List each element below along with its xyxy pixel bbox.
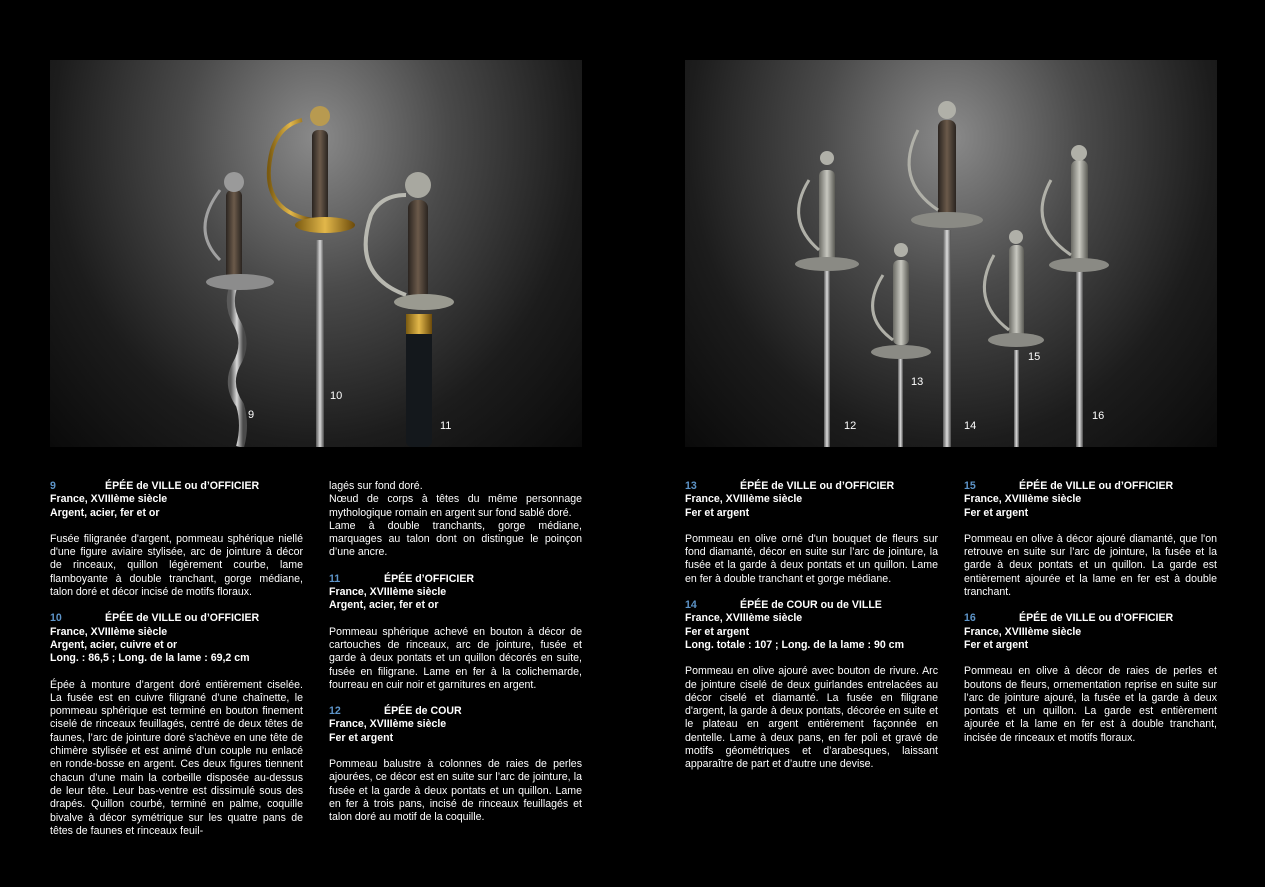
entry-15-description: Pommeau en olive à décor ajouré diamanté, que l'on retrouve en suite sur l’arc de jointure, la fusée et la garde à deux pontats et un quillon. La garde est entièrement ajourée et la lame en fer est à double tranchant.: [964, 532, 1217, 599]
entry-10-materials: Argent, acier, cuivre et or: [50, 638, 178, 651]
entry-10-description-part2: lagés sur fond doré.: [329, 480, 423, 492]
entry-11-materials: Argent, acier, fer et or: [329, 599, 439, 612]
entry-15-heading: [964, 480, 1217, 493]
entry-14-number: 14: [685, 599, 697, 612]
entry-11-origin: France, XVIIIème siècle: [329, 586, 447, 599]
entry-16-title: ÉPÉE de VILLE ou d’OFFICIER: [1019, 612, 1174, 625]
swords-illustration-left: [50, 60, 582, 447]
sword-13-graphic: [871, 243, 931, 447]
entry-14-title: ÉPÉE de COUR ou de VILLE: [740, 599, 882, 612]
entry-12-materials: Fer et argent: [329, 731, 394, 744]
photo-label-9: 9: [248, 409, 255, 421]
entry-15-materials: Fer et argent: [964, 506, 1029, 519]
entry-13-number: 13: [685, 480, 697, 492]
entry-10-title: ÉPÉE de VILLE ou d’OFFICIER: [105, 612, 260, 625]
entry-16-heading: [964, 612, 1217, 625]
entry-9-heading: [50, 480, 303, 493]
entry-10-heading: [50, 612, 303, 625]
entry-12-description: Pommeau balustre à colonnes de raies de perles ajourées, ce décor est en suite sur l’arc de jointure, la fusée et la garde à deux pontats et un quillon. Lame en fer à trois pans, incisé de rinceaux feuillagés et talon doré au motif de la coquille.: [329, 758, 582, 824]
entry-16-number: 16: [964, 612, 976, 625]
entry-11-heading: [329, 573, 582, 586]
sword-12-graphic: [795, 151, 859, 447]
entry-9-description: Fusée filigranée d'argent, pommeau sphérique niellé d'une figure aviaire stylisée, arc de jointure à décor de rinceaux, quillon légèrement courbe, lame flamboyante à double tranchant, gorge médiane, talon doré et décor incisé de motifs floraux.: [50, 532, 303, 599]
entry-9-origin: France, XVIIIème siècle: [50, 493, 168, 506]
text-column-3: [685, 480, 938, 772]
entry-15-origin: France, XVIIIème siècle: [964, 493, 1082, 506]
entry-12-number: 12: [329, 705, 341, 718]
entry-10-description-part3: Nœud de corps à têtes du même personnage mythologique romain en argent sur fond sablé doré.: [329, 493, 582, 519]
entry-14-materials: Fer et argent: [685, 625, 750, 638]
entry-11-title: ÉPÉE d’OFFICIER: [384, 572, 475, 585]
photo-label-16: 16: [1092, 410, 1105, 422]
text-column-1: [50, 480, 303, 838]
photo-label-15: 15: [1028, 351, 1041, 363]
text-column-4: [964, 480, 1217, 745]
sword-14-graphic: [909, 101, 983, 447]
photo-label-14: 14: [964, 420, 977, 432]
entry-12-title: ÉPÉE de COUR: [384, 705, 462, 718]
entry-10-origin: France, XVIIIème siècle: [50, 625, 168, 638]
entry-15-title: ÉPÉE de VILLE ou d’OFFICIER: [1019, 480, 1174, 492]
entry-11-description: Pommeau sphérique achevé en bouton à décor de cartouches de rinceaux, arc de jointure, fusée et garde à deux pontats et un quillon décorés en suite, fusée en filigrane. Lame en fer à la colichemarde, fourreau en cuir noir et garnitures en argent.: [329, 625, 582, 691]
entry-13-origin: France, XVIIIème siècle: [685, 493, 803, 506]
photo-swords-9-11: [50, 60, 582, 447]
photo-label-10: 10: [330, 390, 343, 402]
entry-13-title: ÉPÉE de VILLE ou d’OFFICIER: [740, 480, 895, 492]
sword-9-graphic: [205, 172, 274, 447]
entry-16-description: Pommeau en olive à décor de raies de perles et boutons de fleurs, ornementation reprise en suite sur l’arc de jointure ajouré, la fusée et la garde à deux pontats et un quillon. La garde est entièrement ajourée et la lame en fer est à double tranchant, incisée de rinceaux et motifs floraux.: [964, 665, 1217, 744]
entry-10-description-part1: Épée à monture d’argent doré entièrement ciselée. La fusée est en cuivre filigrané d’une chaînette, le pommeau sphérique est terminé en bouton finement ciselé de rinceaux feuillagés, centré de deux têtes de faunes, l’arc de jointure doré s’achève en une tête de chimère stylisée et est animé d’un couple nu enlacé en ronde-bosse en argent. Ces deux figures tiennent chacun d’une main la corbeille disposée au-dessus de leur tête. Leur bas-ventre est dissimulé sous des drapés. Quillon courbé, terminé en palme, coquille bivalve à décor symétrique sur les quatre pans de têtes de faunes et rinceaux feuil-: [50, 678, 303, 837]
photo-label-13: 13: [911, 376, 924, 388]
photo-label-12: 12: [844, 420, 857, 432]
entry-14-origin: France, XVIIIème siècle: [685, 612, 803, 625]
sword-11-graphic: [366, 172, 454, 447]
entry-12-origin: France, XVIIIème siècle: [329, 718, 447, 731]
entry-16-origin: France, XVIIIème siècle: [964, 625, 1082, 638]
entry-13-materials: Fer et argent: [685, 506, 750, 519]
entry-14-dimensions: Long. totale : 107 ; Long. de la lame : 90 cm: [685, 638, 904, 651]
sword-16-graphic: [1042, 145, 1109, 447]
sword-15-graphic: [984, 230, 1044, 447]
entry-10-dimensions: Long. : 86,5 ; Long. de la lame : 69,2 cm: [50, 652, 250, 665]
entry-9-title: ÉPÉE de VILLE ou d’OFFICIER: [105, 480, 260, 492]
entry-14-description: Pommeau en olive ajouré avec bouton de rivure. Arc de jointure ciselé de deux guirlandes entrelacées au décor ciselé et diamanté. La fusée en filigrane d'argent, la garde à deux pontats, décorée en suite et le plateau en argent entièrement façonnée en dentelle. Lame à deux pans, en fer poli et gravé de motifs géométriques et d’arabesques, laissant apparaître de part et d’autre une devise.: [685, 665, 938, 771]
entry-13-heading: [685, 480, 938, 493]
entry-16-materials: Fer et argent: [964, 638, 1029, 651]
text-column-2: [329, 480, 582, 825]
entry-10-description-part4: Lame à double tranchants, gorge médiane, marquages au talon dont on distingue le poinçon d’une ancre.: [329, 519, 582, 559]
entry-9-materials: Argent, acier, fer et or: [50, 506, 160, 519]
swords-illustration-right: [685, 60, 1217, 447]
entry-10-number: 10: [50, 612, 62, 625]
photo-swords-12-16: [685, 60, 1217, 447]
photo-label-11: 11: [440, 420, 452, 432]
entry-15-number: 15: [964, 480, 976, 492]
entry-14-heading: [685, 599, 938, 612]
entry-9-number: 9: [50, 480, 56, 492]
entry-13-description: Pommeau en olive orné d'un bouquet de fleurs sur fond diamanté, décor en suite sur l’arc de jointure, la fusée et la garde à deux pontats et un quillon. Lame en fer à double tranchant et gorge médiane.: [685, 532, 938, 585]
entry-12-heading: [329, 705, 582, 718]
entry-11-number: 11: [329, 572, 341, 585]
